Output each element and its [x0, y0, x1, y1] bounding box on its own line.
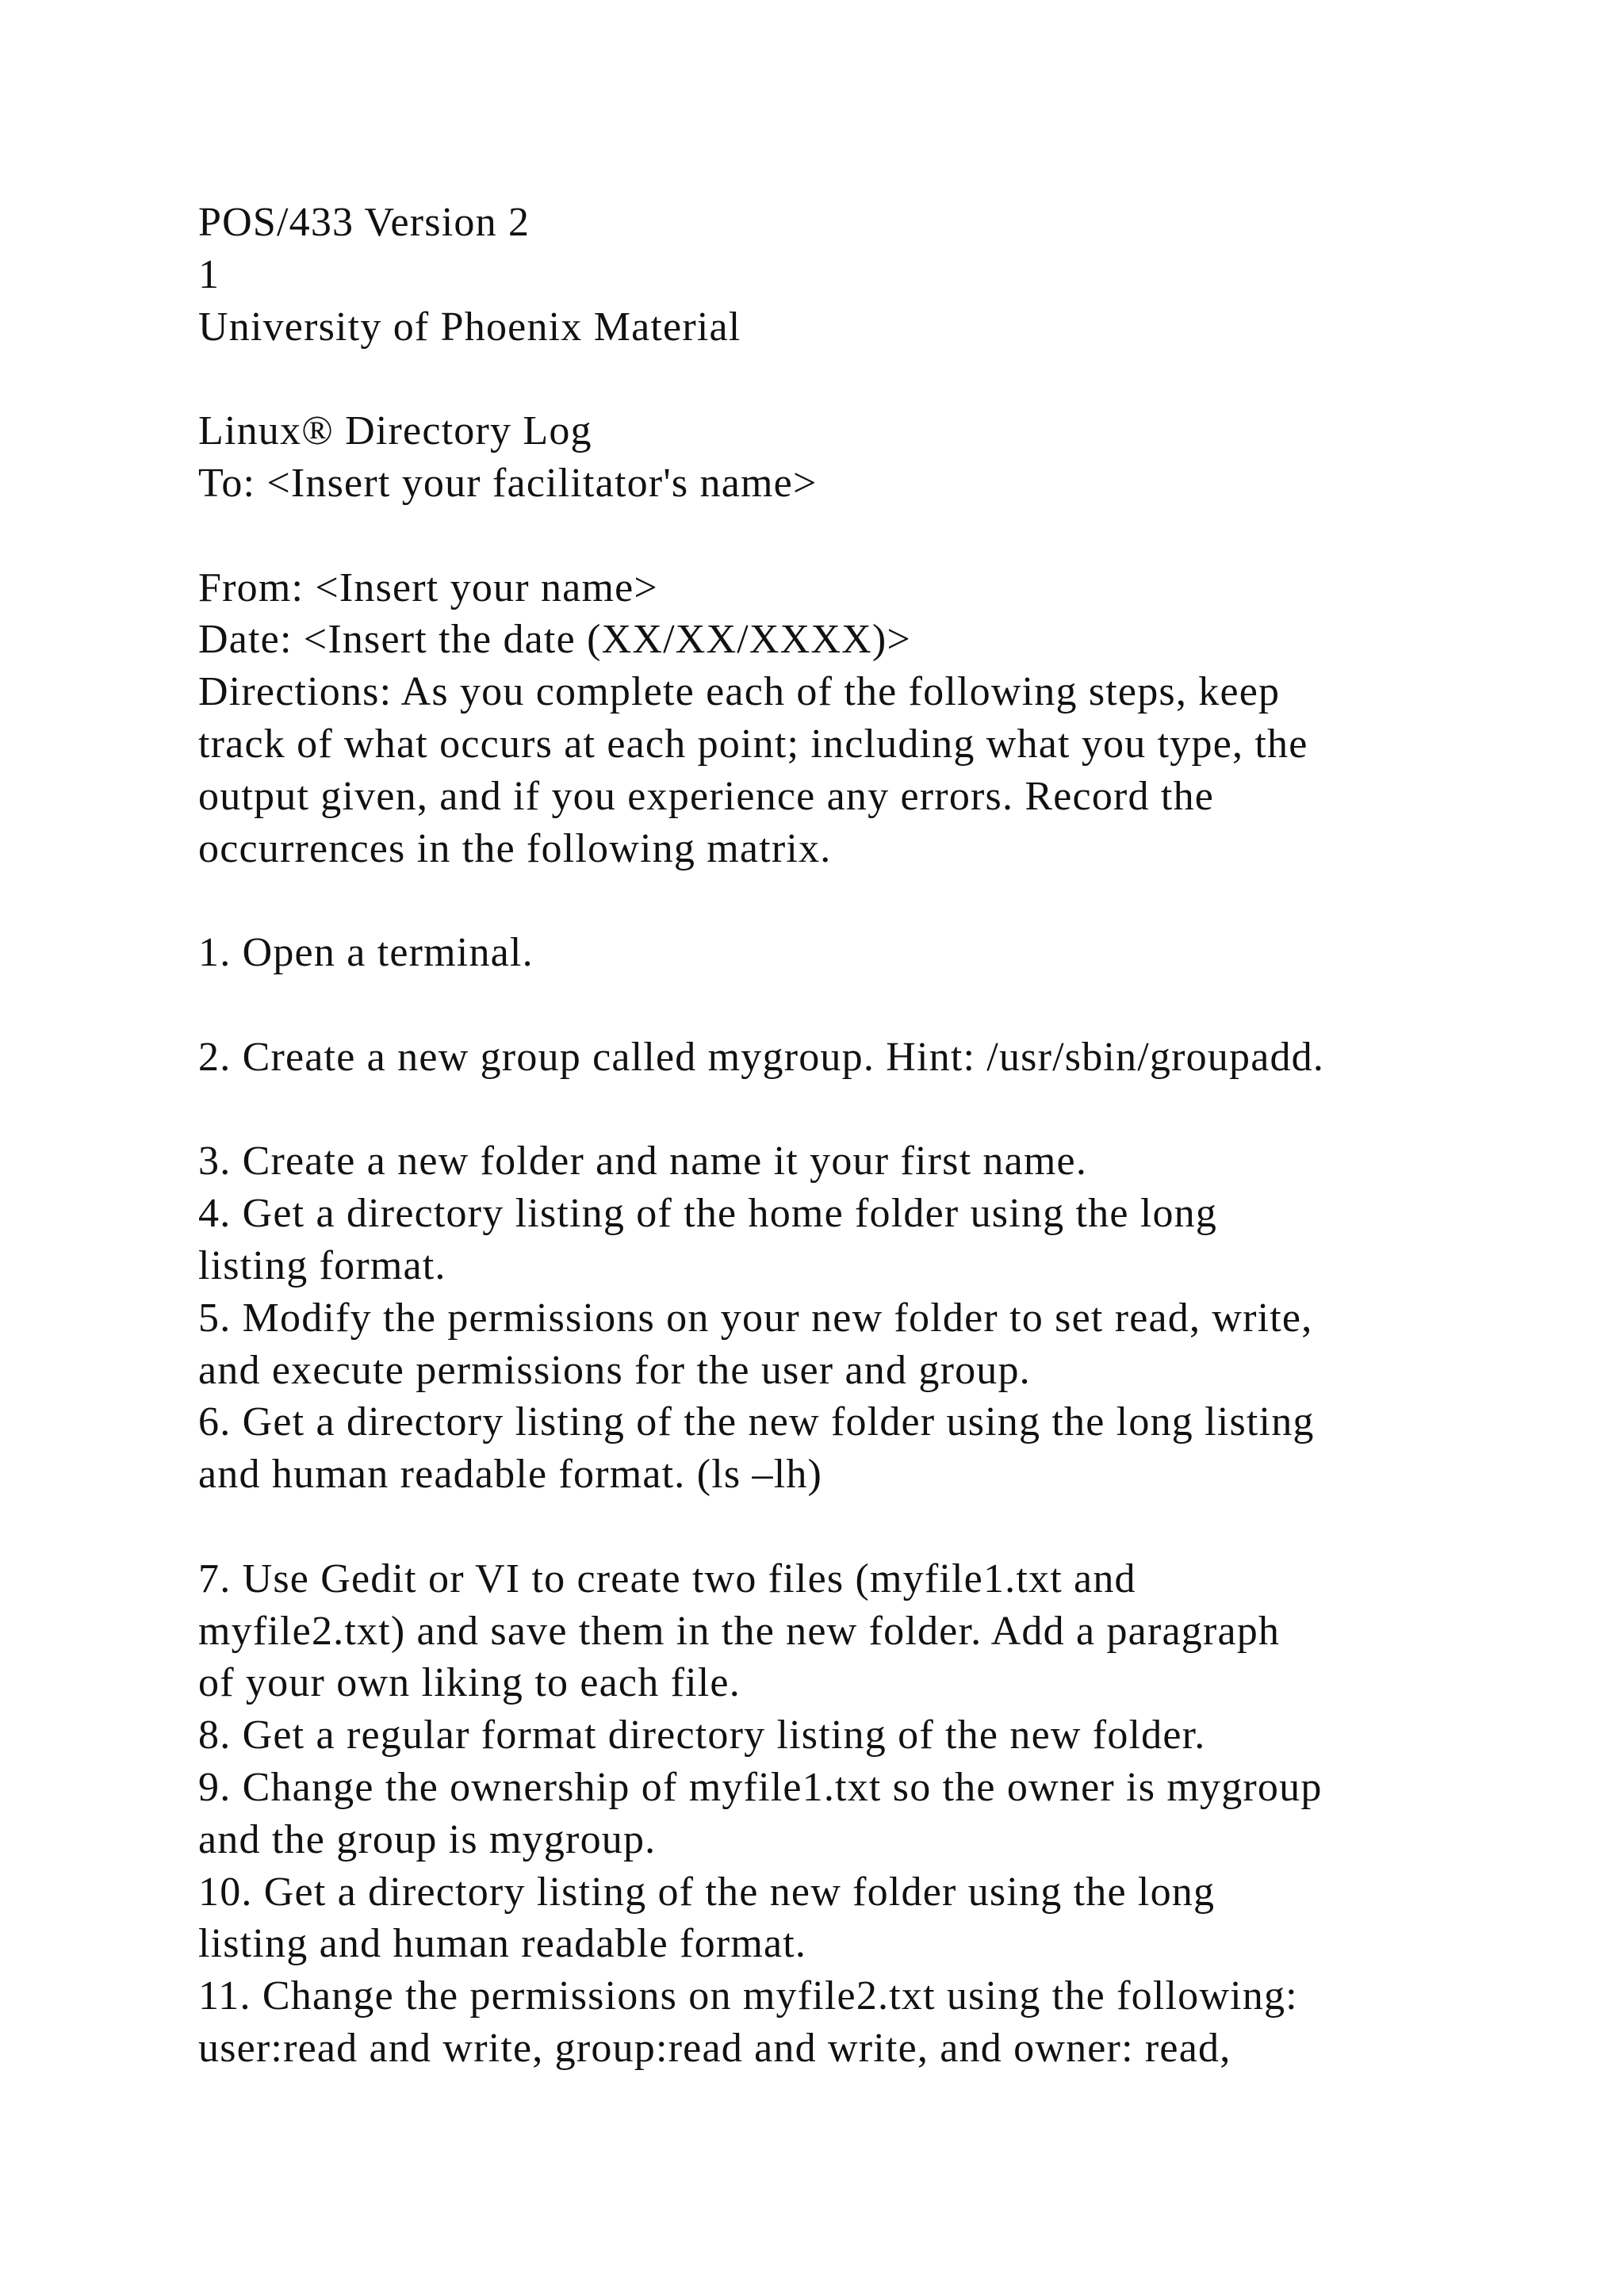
step-7-cont: myfile2.txt) and save them in the new folder. Add a paragraph — [198, 1608, 1281, 1654]
step-6-cont: and human readable format. (ls –lh) — [198, 1452, 823, 1498]
step-8: 8. Get a regular format directory listing of the new folder. — [198, 1712, 1206, 1758]
spacer — [198, 874, 1594, 927]
step-5-cont: and execute permissions for the user and group. — [198, 1347, 1031, 1393]
step-3: 3. Create a new folder and name it your first name. — [198, 1138, 1088, 1184]
material-source: University of Phoenix Material — [198, 304, 741, 350]
directions-line: output given, and if you experience any errors. Record the — [198, 773, 1215, 819]
step-4: 4. Get a directory listing of the home folder using the long — [198, 1191, 1218, 1237]
step-7-cont: of your own liking to each file. — [198, 1660, 741, 1706]
step-2: 2. Create a new group called mygroup. Hint: /usr/sbin/groupadd. — [198, 1034, 1325, 1080]
spacer — [198, 979, 1594, 1031]
course-header: POS/433 Version 2 — [198, 200, 530, 245]
step-11-cont: user:read and write, group:read and write, and owner: read, — [198, 2025, 1231, 2071]
document-title: Linux® Directory Log — [198, 408, 592, 454]
step-9-cont: and the group is mygroup. — [198, 1816, 657, 1862]
document-text — [198, 197, 1594, 2075]
spacer — [198, 1501, 1594, 1553]
directions-line: track of what occurs at each point; including what you type, the — [198, 721, 1308, 767]
step-5: 5. Modify the permissions on your new folder to set read, write, — [198, 1295, 1313, 1341]
step-10-cont: listing and human readable format. — [198, 1921, 807, 1967]
spacer — [198, 353, 1594, 405]
spacer — [198, 510, 1594, 562]
page-number: 1 — [198, 251, 220, 297]
directions-line: occurrences in the following matrix. — [198, 825, 832, 871]
date-line: Date: <Insert the date (XX/XX/XXXX)> — [198, 617, 911, 663]
step-7: 7. Use Gedit or VI to create two files (myfile1.txt and — [198, 1556, 1136, 1601]
step-6: 6. Get a directory listing of the new folder using the long listing — [198, 1399, 1315, 1445]
spacer — [198, 1084, 1594, 1136]
step-1: 1. Open a terminal. — [198, 930, 534, 976]
to-line: To: <Insert your facilitator's name> — [198, 460, 818, 506]
step-11: 11. Change the permissions on myfile2.txt using the following: — [198, 1973, 1298, 2019]
from-line: From: <Insert your name> — [198, 564, 658, 610]
step-9: 9. Change the ownership of myfile1.txt so the owner is mygroup — [198, 1764, 1323, 1810]
step-10: 10. Get a directory listing of the new folder using the long — [198, 1869, 1216, 1915]
directions-line: Directions: As you complete each of the following steps, keep — [198, 669, 1281, 715]
step-4-cont: listing format. — [198, 1242, 446, 1288]
